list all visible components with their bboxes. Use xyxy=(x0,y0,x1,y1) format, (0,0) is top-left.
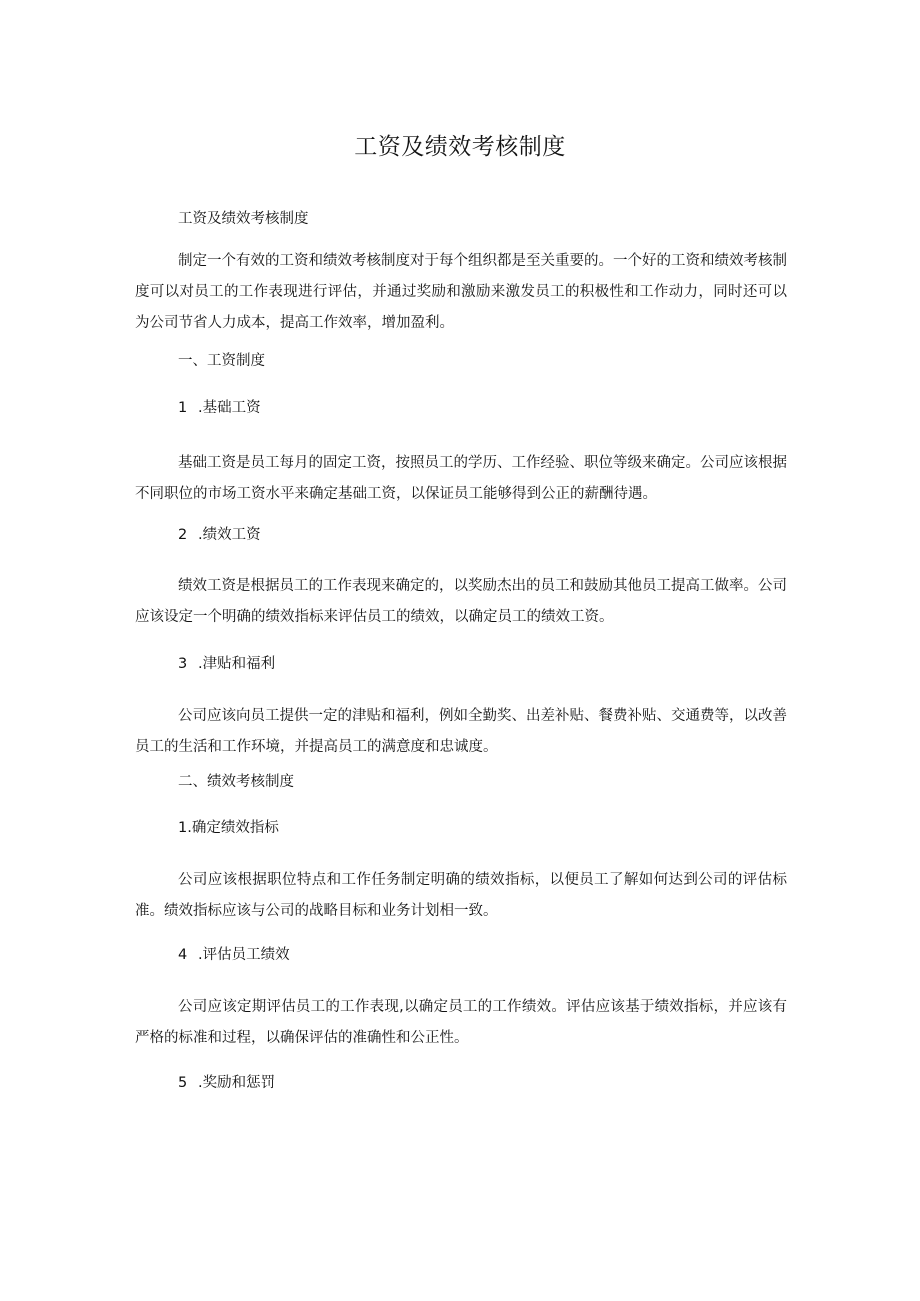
base-salary-paragraph: 基础工资是员工每月的固定工资，按照员工的学历、工作经验、职位等级来确定。公司应该根据不同职位的市场工资水平来确定基础工资，以保证员工能够得到公正的薪酬待遇。 xyxy=(135,455,787,502)
item-title: .基础工资 xyxy=(198,400,261,416)
item-heading-define-kpis: 1.确定绩效指标 xyxy=(178,820,279,836)
document-subtitle: 工资及绩效考核制度 xyxy=(178,211,309,227)
item-title: .绩效工资 xyxy=(198,527,261,543)
item-title: .奖励和惩罚 xyxy=(198,1075,276,1091)
section-heading-salary: 一、工资制度 xyxy=(178,353,265,369)
item-number: 3 xyxy=(178,656,188,672)
item-number: 4 xyxy=(178,947,188,963)
item-heading-performance-salary xyxy=(135,520,830,551)
performance-salary-paragraph: 绩效工资是根据员工的工作表现来确定的，以奖励杰出的员工和鼓励其他员工提高工做率。公司应该设定一个明确的绩效指标来评估员工的绩效，以确定员工的绩效工资。 xyxy=(135,578,787,625)
item-heading-rewards-penalties xyxy=(135,1068,830,1099)
allowances-paragraph: 公司应该向员工提供一定的津贴和福利，例如全勤奖、出差补贴、餐费补贴、交通费等，以改善员工的生活和工作环境，并提高员工的满意度和忠诚度。 xyxy=(135,708,787,755)
section-heading-performance-review: 二、绩效考核制度 xyxy=(178,774,294,790)
item-heading-evaluate-performance xyxy=(135,940,830,971)
item-heading-base-salary xyxy=(135,393,830,424)
item-heading-allowances xyxy=(135,649,830,680)
item-number: 1 xyxy=(178,400,188,416)
document-title: 工资及绩效考核制度 xyxy=(354,134,566,160)
evaluate-performance-paragraph: 公司应该定期评估员工的工作表现,以确定员工的工作绩效。评估应该基于绩效指标，并应该有严格的标准和过程，以确保评估的准确性和公正性。 xyxy=(135,999,787,1046)
item-number: 5 xyxy=(178,1075,188,1091)
item-title: .评估员工绩效 xyxy=(198,947,290,963)
define-kpis-paragraph: 公司应该根据职位特点和工作任务制定明确的绩效指标，以便员工了解如何达到公司的评估标准。绩效指标应该与公司的战略目标和业务计划相一致。 xyxy=(135,872,787,919)
item-number: 2 xyxy=(178,527,188,543)
item-title: .津贴和福利 xyxy=(198,656,276,672)
intro-paragraph: 制定一个有效的工资和绩效考核制度对于每个组织都是至关重要的。一个好的工资和绩效考核制度可以对员工的工作表现进行评估，并通过奖励和激励来激发员工的积极性和工作动力，同时还可以为公司节省人力成本，提高工作效率，增加盈利。 xyxy=(135,253,787,331)
